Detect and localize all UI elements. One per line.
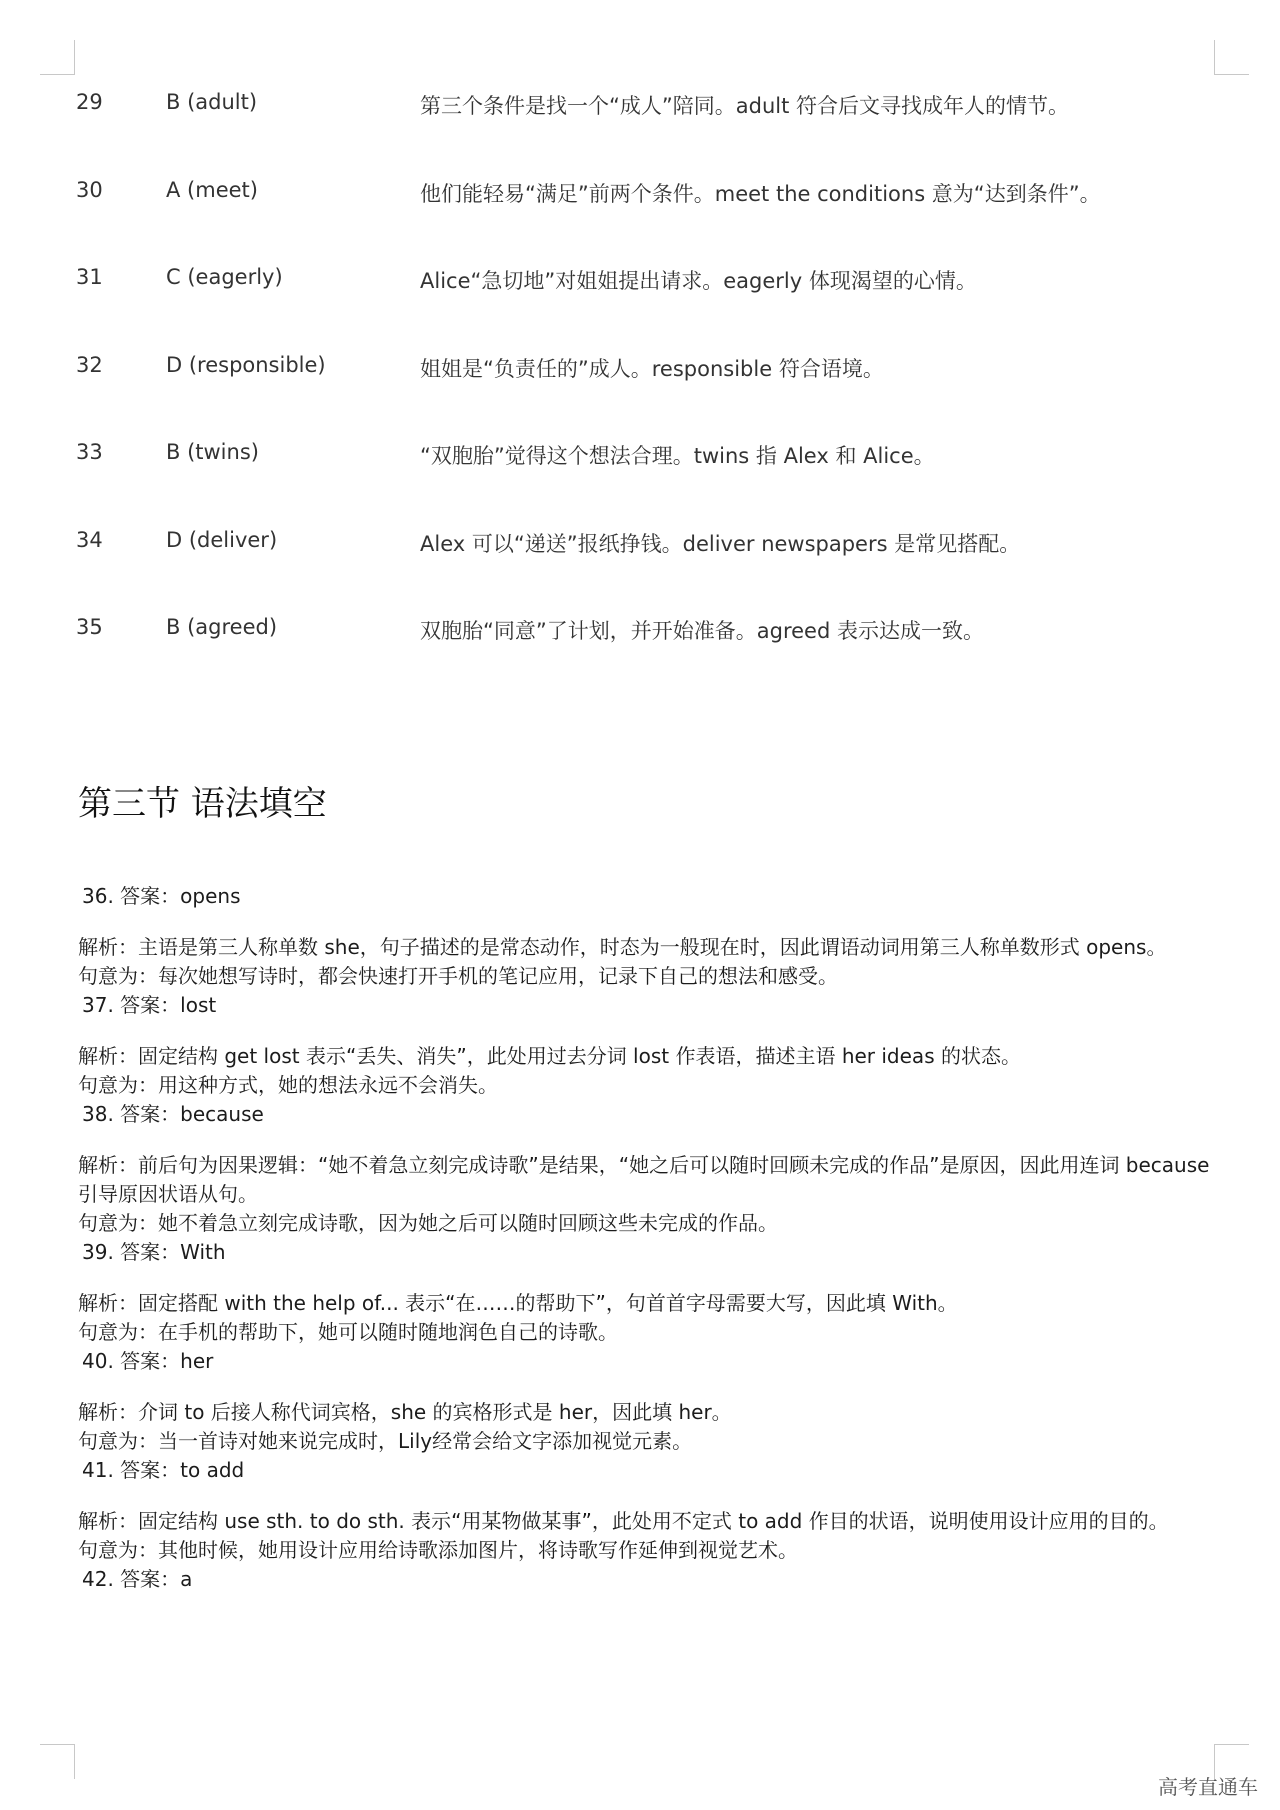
grammar-analysis: 解析：介词 to 后接人称代词宾格，she 的宾格形式是 her，因此填 her。 — [78, 1400, 732, 1424]
crop-mark-bottom-left — [40, 1744, 75, 1779]
answer-explanation: 第三个条件是找一个“成人”陪同。adult 符合后文寻找成年人的情节。 — [420, 94, 1070, 118]
grammar-item — [78, 1565, 1218, 1594]
grammar-answer: 42. 答案：a — [82, 1567, 193, 1591]
grammar-item — [78, 882, 1218, 991]
grammar-answer: 39. 答案：With — [82, 1240, 226, 1264]
grammar-meaning: 句意为：其他时候，她用设计应用给诗歌添加图片，将诗歌写作延伸到视觉艺术。 — [78, 1538, 798, 1562]
grammar-item — [78, 1238, 1218, 1347]
grammar-analysis: 解析：固定结构 use sth. to do sth. 表示“用某物做某事”，此处用不定式 to add 作目的状语，说明使用设计应用的目的。 — [78, 1509, 1169, 1533]
answer-option: D (deliver) — [166, 527, 278, 552]
grammar-item — [78, 991, 1218, 1100]
answer-option: B (adult) — [166, 90, 258, 114]
answer-explanation: 他们能轻易“满足”前两个条件。meet the conditions 意为“达到条件”。 — [420, 181, 1101, 206]
grammar-item — [78, 1347, 1218, 1456]
grammar-analysis: 解析：固定结构 get lost 表示“丢失、消失”，此处用过去分词 lost 作表语，描述主语 her ideas 的状态。 — [78, 1044, 1021, 1068]
grammar-meaning: 句意为：在手机的帮助下，她可以随时随地润色自己的诗歌。 — [78, 1320, 618, 1344]
grammar-analysis: 解析：前后句为因果逻辑：“她不着急立刻完成诗歌”是结果，“她之后可以随时回顾未完成的作品”是原因，因此用连词 because 引导原因状语从句。 — [78, 1153, 1210, 1206]
answer-option: A (meet) — [166, 177, 258, 202]
answer-row — [76, 432, 1186, 520]
grammar-analysis: 解析：主语是第三人称单数 she，句子描述的是常态动作，时态为一般现在时，因此谓语动词用第三人称单数形式 opens。 — [78, 935, 1167, 959]
grammar-meaning: 句意为：用这种方式，她的想法永远不会消失。 — [78, 1073, 498, 1097]
question-number: 31 — [76, 265, 103, 289]
answer-explanation: Alice“急切地”对姐姐提出请求。eagerly 体现渴望的心情。 — [420, 269, 977, 293]
grammar-meaning: 句意为：每次她想写诗时，都会快速打开手机的笔记应用，记录下自己的想法和感受。 — [78, 964, 838, 988]
footer-brand: 高考直通车 — [1158, 1775, 1258, 1799]
grammar-meaning: 句意为：她不着急立刻完成诗歌，因为她之后可以随时回顾这些未完成的作品。 — [78, 1211, 778, 1235]
question-number: 33 — [76, 440, 103, 464]
crop-mark-top-left — [40, 40, 75, 75]
answer-explanation: Alex 可以“递送”报纸挣钱。deliver newspapers 是常见搭配。 — [420, 531, 1021, 556]
answer-explanation: “双胞胎”觉得这个想法合理。twins 指 Alex 和 Alice。 — [420, 444, 935, 468]
question-number: 34 — [76, 527, 103, 552]
answer-row — [76, 82, 1186, 170]
question-number: 29 — [76, 90, 103, 114]
answer-row — [76, 257, 1186, 345]
answer-option: C (eagerly) — [166, 265, 283, 289]
grammar-item — [78, 1456, 1218, 1565]
answer-table — [76, 82, 1186, 695]
answer-row — [76, 520, 1186, 608]
question-number: 30 — [76, 177, 103, 202]
crop-mark-top-right — [1214, 40, 1249, 75]
answer-option: B (agreed) — [166, 615, 278, 639]
answer-explanation: 双胞胎“同意”了计划，并开始准备。agreed 表示达成一致。 — [420, 619, 984, 643]
grammar-item — [78, 1100, 1218, 1238]
answer-option: B (twins) — [166, 440, 259, 464]
grammar-analysis: 解析：固定搭配 with the help of... 表示“在……的帮助下”，句首首字母需要大写，因此填 With。 — [78, 1291, 958, 1315]
answer-row — [76, 345, 1186, 433]
answer-explanation: 姐姐是“负责任的”成人。responsible 符合语境。 — [420, 356, 884, 381]
grammar-answer: 41. 答案：to add — [82, 1458, 245, 1482]
grammar-answers — [78, 882, 1218, 1594]
grammar-answer: 38. 答案：because — [82, 1102, 264, 1126]
grammar-answer: 36. 答案：opens — [82, 884, 241, 908]
answer-option: D (responsible) — [166, 352, 326, 377]
grammar-answer: 40. 答案：her — [82, 1349, 214, 1373]
question-number: 32 — [76, 352, 103, 377]
section-title: 第三节 语法填空 — [78, 784, 327, 824]
answer-row — [76, 170, 1186, 258]
answer-row — [76, 607, 1186, 695]
grammar-meaning: 句意为：当一首诗对她来说完成时，Lily经常会给文字添加视觉元素。 — [78, 1429, 693, 1453]
grammar-answer: 37. 答案：lost — [82, 993, 217, 1017]
question-number: 35 — [76, 615, 103, 639]
